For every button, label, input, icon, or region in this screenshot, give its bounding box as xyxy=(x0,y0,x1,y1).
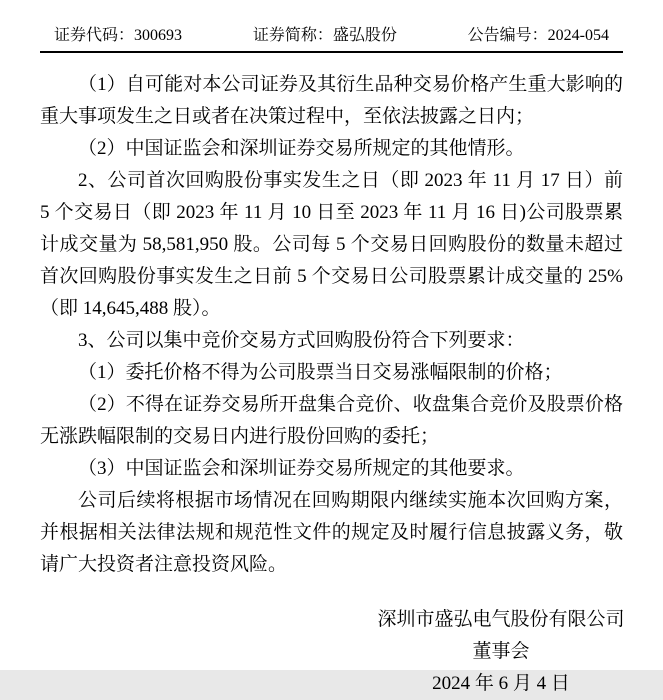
signature-board: 董事会 xyxy=(472,641,530,662)
stock-code-value: 300693 xyxy=(134,27,183,44)
stock-code xyxy=(54,27,182,44)
body-paragraph: （2）中国证监会和深圳证券交易所规定的其他情形。 xyxy=(78,138,525,159)
signature-company-name: 深圳市盛弘电气股份有限公司 xyxy=(377,609,625,630)
body-paragraph: 公司后续将根据市场情况在回购期限内继续实施本次回购方案，并根据相关法律法规和规范性文件的规定及时履行信息披露义务，敬请广大投资者注意投资风险。 xyxy=(40,490,623,575)
stock-code-label: 证券代码： xyxy=(54,27,135,44)
body-paragraph: （3）中国证监会和深圳证券交易所规定的其他要求。 xyxy=(78,458,525,479)
document-header xyxy=(40,0,623,53)
announcement-number-label: 公告编号： xyxy=(467,27,548,44)
body-paragraph: （1）自可能对本公司证券及其衍生品种交易价格产生重大影响的重大事项发生之日或者在决策过程中，至依法披露之日内； xyxy=(40,74,623,127)
announcement-number-value: 2024-054 xyxy=(547,27,609,44)
stock-name-value: 盛弘股份 xyxy=(332,27,397,44)
stock-name-label: 证券简称： xyxy=(252,27,333,44)
body-paragraph: （2）不得在证券交易所开盘集合竞价、收盘集合竞价及股票价格无涨跌幅限制的交易日内进行股份回购的委托； xyxy=(40,394,623,447)
signature-date: 2024 年 6 月 4 日 xyxy=(432,673,570,694)
announcement-number xyxy=(468,27,609,44)
stock-name xyxy=(253,27,397,44)
document-body xyxy=(40,69,623,581)
body-paragraph: 3、公司以集中竞价交易方式回购股份符合下列要求： xyxy=(78,330,525,351)
body-paragraph: 2、公司首次回购股份事实发生之日（即 2023 年 11 月 17 日）前 5 个交易日（即 2023 年 11 月 10 日至 2023 年 11 月 16 日)公司股票累计成交量为 58,581,950 股。公司每 5 个交易日回购股份的数量未超过首次回购股份事实发生之日前 5 个交易日公司股票累计成交量的 25%（即 14,645,488 股）。 xyxy=(40,170,623,319)
body-paragraph: （1）委托价格不得为公司股票当日交易涨幅限制的价格； xyxy=(78,362,563,383)
signature-block xyxy=(377,604,625,700)
